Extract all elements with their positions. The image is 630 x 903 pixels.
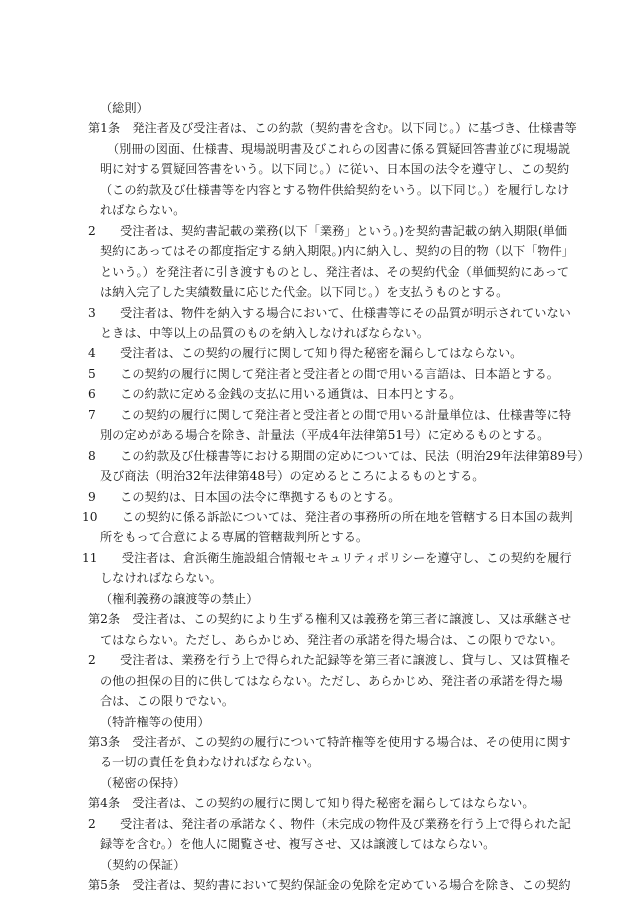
- text-line: [0, 650, 630, 670]
- text-line: [0, 118, 630, 138]
- text-line-content: る一切の責任を負わなければならない。: [100, 755, 320, 770]
- text-line: [0, 568, 630, 588]
- text-line: [0, 834, 630, 854]
- text-line: [0, 241, 630, 261]
- text-line-content: ときは、中等以上の品質のものを納入しなければならない。: [100, 325, 430, 340]
- text-line-content: 7 この契約の履行に関して発注者と受注者との間で用いる計量単位は、仕様書等に特: [88, 407, 572, 422]
- text-line: [0, 814, 630, 834]
- text-line-content: 10 この契約に係る訴訟については、発注者の事務所の所在地を管轄する日本国の裁判: [82, 510, 573, 524]
- text-line-content: 2 受注者は、業務を行う上で得られた記録等を第三者に譲渡し、貸与し、又は質権そ: [88, 653, 572, 668]
- text-line: [0, 364, 630, 384]
- text-line-content: 2 受注者は、契約書記載の業務(以下「業務」という。)を契約書記載の納入期限(単価: [88, 223, 568, 238]
- text-line-content: 2 受注者は、発注者の承諾なく、物件（未完成の物件及び業務を行う上で得られた記: [88, 816, 571, 831]
- text-line: [0, 343, 630, 363]
- text-line-content: 第4条 受注者は、この契約の履行に関して知り得た秘密を漏らしてはならない。: [88, 796, 535, 811]
- text-line: [0, 609, 630, 629]
- text-line-content: の他の担保の目的に供してはならない。ただし、あらかじめ、発注者の承諾を得た場: [100, 673, 563, 688]
- text-line: [0, 589, 630, 609]
- text-line: [0, 875, 630, 895]
- text-line: [0, 793, 630, 813]
- text-line: [0, 98, 630, 118]
- text-line: [0, 732, 630, 752]
- text-line: [0, 466, 630, 486]
- text-line: [0, 691, 630, 711]
- text-line-content: 第5条 受注者は、契約書において契約保証金の免除を定めている場合を除き、この契約: [88, 878, 571, 893]
- text-line: [0, 671, 630, 691]
- text-line-content: 8 この約款及び仕様書等における期間の定めについては、民法（明治29年法律第89号）: [88, 448, 590, 463]
- text-line: [0, 855, 630, 875]
- text-line-content: （この約款及び仕様書等を内容とする物件供給契約をいう。以下同じ。）を履行しなけ: [100, 182, 570, 197]
- text-line-content: 所をもって合意による専属的管轄裁判所とする。: [100, 530, 369, 545]
- text-line-content: 録等を含む。）を他人に閲覧させ、複写させ、又は譲渡してはならない。: [100, 837, 496, 852]
- text-line-content: は納入完了した実績数量に応じた代金。以下同じ。）を支払うものとする。: [100, 285, 509, 300]
- text-line-content: 合は、この限りでない。: [100, 694, 235, 709]
- text-line: [0, 527, 630, 547]
- text-line: [0, 507, 630, 527]
- text-line: [0, 548, 630, 568]
- text-line: [0, 221, 630, 241]
- text-line: [0, 262, 630, 282]
- text-line: [0, 773, 630, 793]
- text-line: [0, 487, 630, 507]
- text-line-content: 9 この契約は、日本国の法令に準拠するものとする。: [88, 489, 401, 504]
- text-line: [0, 139, 630, 159]
- text-line-content: 契約にあってはその都度指定する納入期限。)内に納入し、契約の目的物（以下「物件」: [100, 244, 574, 259]
- text-line: [0, 180, 630, 200]
- text-line-content: 5 この契約の履行に関して発注者と受注者との間で用いる言語は、日本語とする。: [88, 366, 559, 381]
- text-line: [0, 712, 630, 732]
- text-line-content: てはならない。ただし、あらかじめ、発注者の承諾を得た場合は、この限りでない。: [100, 632, 563, 647]
- text-line-content: （権利義務の譲渡等の禁止）: [100, 591, 259, 606]
- text-line-content: 3 受注者は、物件を納入する場合において、仕様書等にその品質が明示されていない: [88, 305, 571, 320]
- text-line-content: 別の定めがある場合を除き、計量法（平成4年法律第51号）に定めるものとする。: [100, 428, 550, 443]
- text-line: [0, 405, 630, 425]
- text-line-content: 第1条 発注者及び受注者は、この約款（契約書を含む。以下同じ。）に基づき、仕様書等: [88, 121, 577, 136]
- text-line: [0, 303, 630, 323]
- text-line-content: （別冊の図面、仕様書、現場説明書及びこれらの図書に係る質疑回答書並びに現場説: [107, 141, 571, 156]
- text-line-content: （秘密の保持）: [100, 775, 186, 790]
- text-line-content: という。）を発注者に引き渡すものとし、発注者は、その契約代金（単価契約にあって: [100, 264, 570, 279]
- text-line-content: 第3条 受注者が、この契約の履行について特許権等を使用する場合は、その使用に関す: [88, 734, 571, 749]
- text-line-content: 第2条 受注者は、この契約により生ずる権利又は義務を第三者に譲渡し、又は承継させ: [88, 612, 572, 627]
- text-line-content: ればならない。: [100, 203, 186, 218]
- text-line-content: 明に対する質疑回答書をいう。以下同じ。）に従い、日本国の法令を遵守し、この契約: [100, 162, 570, 177]
- text-line: [0, 446, 630, 466]
- text-line: [0, 282, 630, 302]
- text-line: [0, 323, 630, 343]
- text-line: [0, 425, 630, 445]
- text-line: [0, 630, 630, 650]
- text-line: [0, 159, 630, 179]
- text-line-content: 4 受注者は、この契約の履行に関して知り得た秘密を漏らしてはならない。: [88, 346, 523, 361]
- text-line-content: （契約の保証）: [100, 857, 186, 872]
- text-line-content: しなければならない。: [100, 571, 222, 586]
- text-line-content: 11 受注者は、倉浜衛生施設組合情報セキュリティポリシーを遵守し、この契約を履行: [82, 550, 572, 565]
- text-line: [0, 752, 630, 772]
- text-line: [0, 384, 630, 404]
- text-line: [0, 200, 630, 220]
- text-line-content: 6 この約款に定める金銭の支払に用いる通貨は、日本円とする。: [88, 387, 462, 402]
- text-line-content: （総則）: [100, 101, 149, 115]
- text-line-content: （特許権等の使用）: [100, 714, 210, 729]
- text-line-content: 及び商法（明治32年法律第48号）の定めるところによるものとする。: [100, 469, 485, 484]
